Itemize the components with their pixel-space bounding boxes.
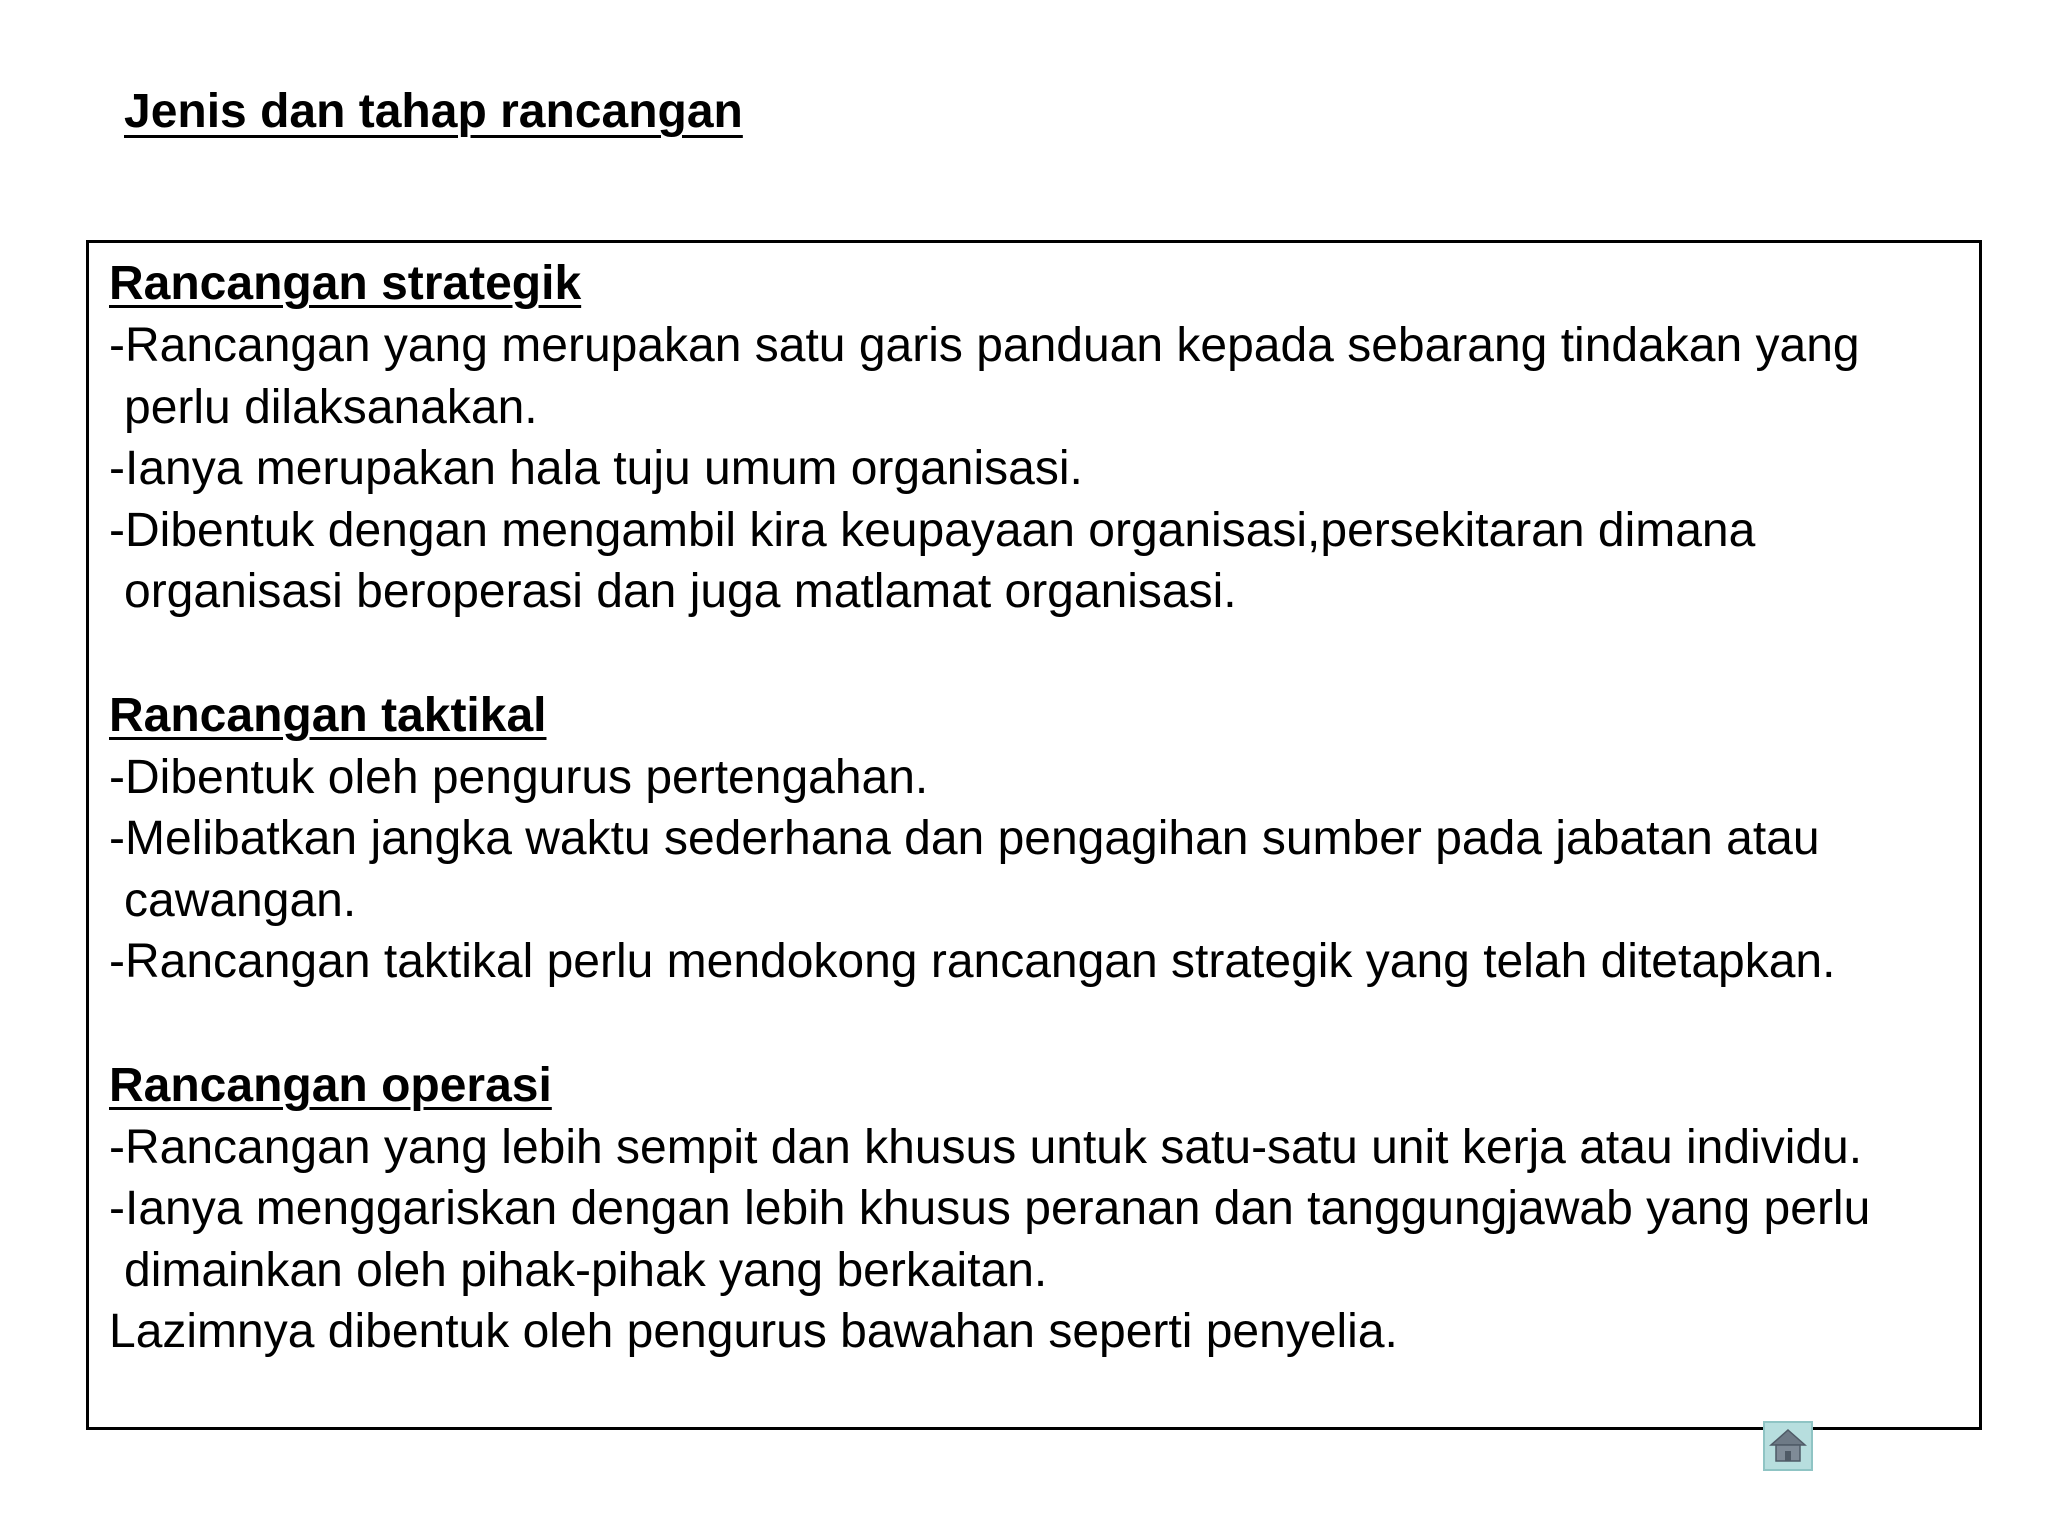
section-heading: Rancangan operasi (109, 1058, 552, 1112)
section-operasi (109, 1055, 1961, 1363)
bullet-line: -Rancangan yang lebih sempit dan khusus untuk satu-satu unit kerja atau individu. (109, 1120, 1863, 1174)
section-heading: Rancangan taktikal (109, 688, 547, 742)
bullet-line: -Melibatkan jangka waktu sederhana dan pengagihan sumber pada jabatan atau cawangan. (109, 812, 1820, 927)
bullet-line: -Rancangan yang merupakan satu garis panduan kepada sebarang tindakan yang perlu dilaksanakan. (109, 319, 1860, 434)
bullet-line: -Ianya merupakan hala tuju umum organisasi. (109, 442, 1083, 495)
section-strategik (109, 253, 1961, 623)
section-heading: Rancangan strategik (109, 257, 582, 310)
slide-title: Jenis dan tahap rancangan (124, 85, 743, 138)
home-button[interactable] (1763, 1421, 1813, 1471)
bullet-line: -Rancangan taktikal perlu mendokong rancangan strategik yang telah ditetapkan. (109, 935, 1836, 988)
bullet-line: -Dibentuk oleh pengurus pertengahan. (109, 750, 929, 804)
bullet-line: -Dibentuk dengan mengambil kira keupayaan organisasi,persekitaran dimana organisasi beroperasi dan juga matlamat organisasi. (109, 503, 1756, 618)
bullet-line: Lazimnya dibentuk oleh pengurus bawahan seperti penyelia. (109, 1305, 1398, 1358)
content-box (86, 240, 1982, 1430)
section-taktikal (109, 685, 1961, 993)
bullet-line: -Ianya menggariskan dengan lebih khusus peranan dan tanggungjawab yang perlu dimainkan oleh pihak-pihak yang berkaitan. (109, 1182, 1871, 1297)
home-icon (1768, 1427, 1808, 1465)
